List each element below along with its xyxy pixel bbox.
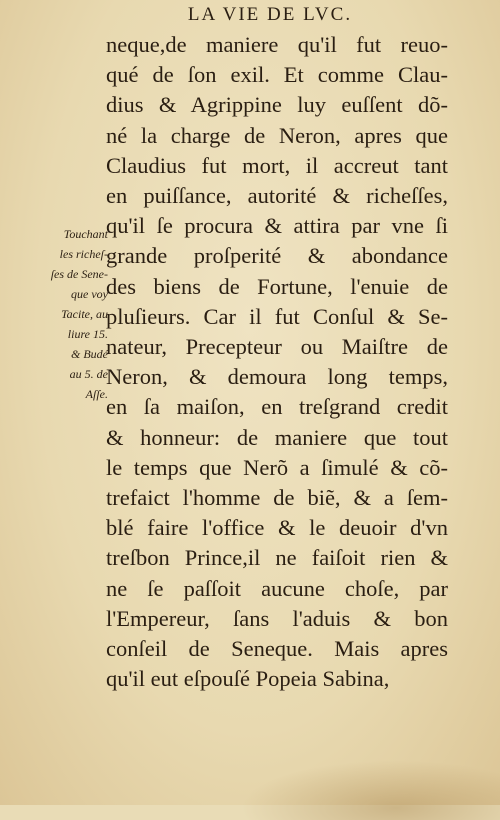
margin-note — [28, 224, 108, 404]
margin-note-line: les richeſ- — [59, 247, 108, 261]
main-text — [106, 30, 448, 694]
text-line: en ſa maiſon, en treſgrand credit — [106, 394, 448, 420]
margin-note-line: au 5. de — [69, 367, 108, 381]
text-line: pluſieurs. Car il fut Conſul & Se- — [106, 303, 448, 329]
margin-note-line: Aſſe. — [85, 387, 108, 401]
text-line: des biens de Fortune, l'enuie de — [106, 273, 448, 299]
text-line: qu'il eut eſpouſé Popeia Sabina, — [106, 666, 390, 692]
text-line: neque,de maniere qu'il fut reuo- — [106, 32, 448, 57]
text-line: le temps que Nerõ a ſimulé & cõ- — [106, 454, 448, 480]
text-line: né la charge de Neron, apres que — [106, 122, 448, 148]
margin-note-line: ſes de Sene- — [50, 267, 108, 281]
text-line: Claudius fut mort, il accreut tant — [106, 152, 448, 178]
text-line: qu'il ſe procura & attira par vne ſi — [106, 213, 448, 239]
text-line: grande proſperité & abondance — [106, 243, 448, 269]
text-line: & honneur: de maniere que tout — [106, 424, 448, 450]
margin-note-line: Touchant — [63, 227, 108, 241]
margin-note-line: que voy — [71, 287, 108, 301]
text-line: ne ſe paſſoit aucune choſe, par — [106, 575, 448, 601]
text-line: blé faire l'office & le deuoir d'vn — [106, 515, 448, 541]
text-line: treſbon Prince,il ne faiſoit rien & — [106, 545, 448, 571]
text-line: conſeil de Seneque. Mais apres — [106, 636, 448, 662]
margin-note-line: & Budé — [71, 347, 108, 361]
text-line: qué de ſon exil. Et comme Clau- — [106, 62, 448, 88]
running-header: LA VIE DE LVC. — [187, 4, 353, 25]
margin-note-line: Tacite, au — [61, 307, 108, 321]
text-line: l'Empereur, ſans l'aduis & bon — [106, 605, 448, 631]
text-line: Neron, & demoura long temps, — [106, 364, 448, 390]
text-line: nateur, Precepteur ou Maiſtre de — [106, 334, 448, 360]
text-line: dius & Agrippine luy euſſent dõ- — [106, 92, 448, 118]
text-line: en puiſſance, autorité & richeſſes, — [106, 183, 448, 209]
margin-note-line: liure 15. — [67, 327, 108, 341]
text-line: trefaict l'homme de biẽ, & a ſem- — [106, 485, 448, 511]
paper-stain — [240, 760, 500, 820]
